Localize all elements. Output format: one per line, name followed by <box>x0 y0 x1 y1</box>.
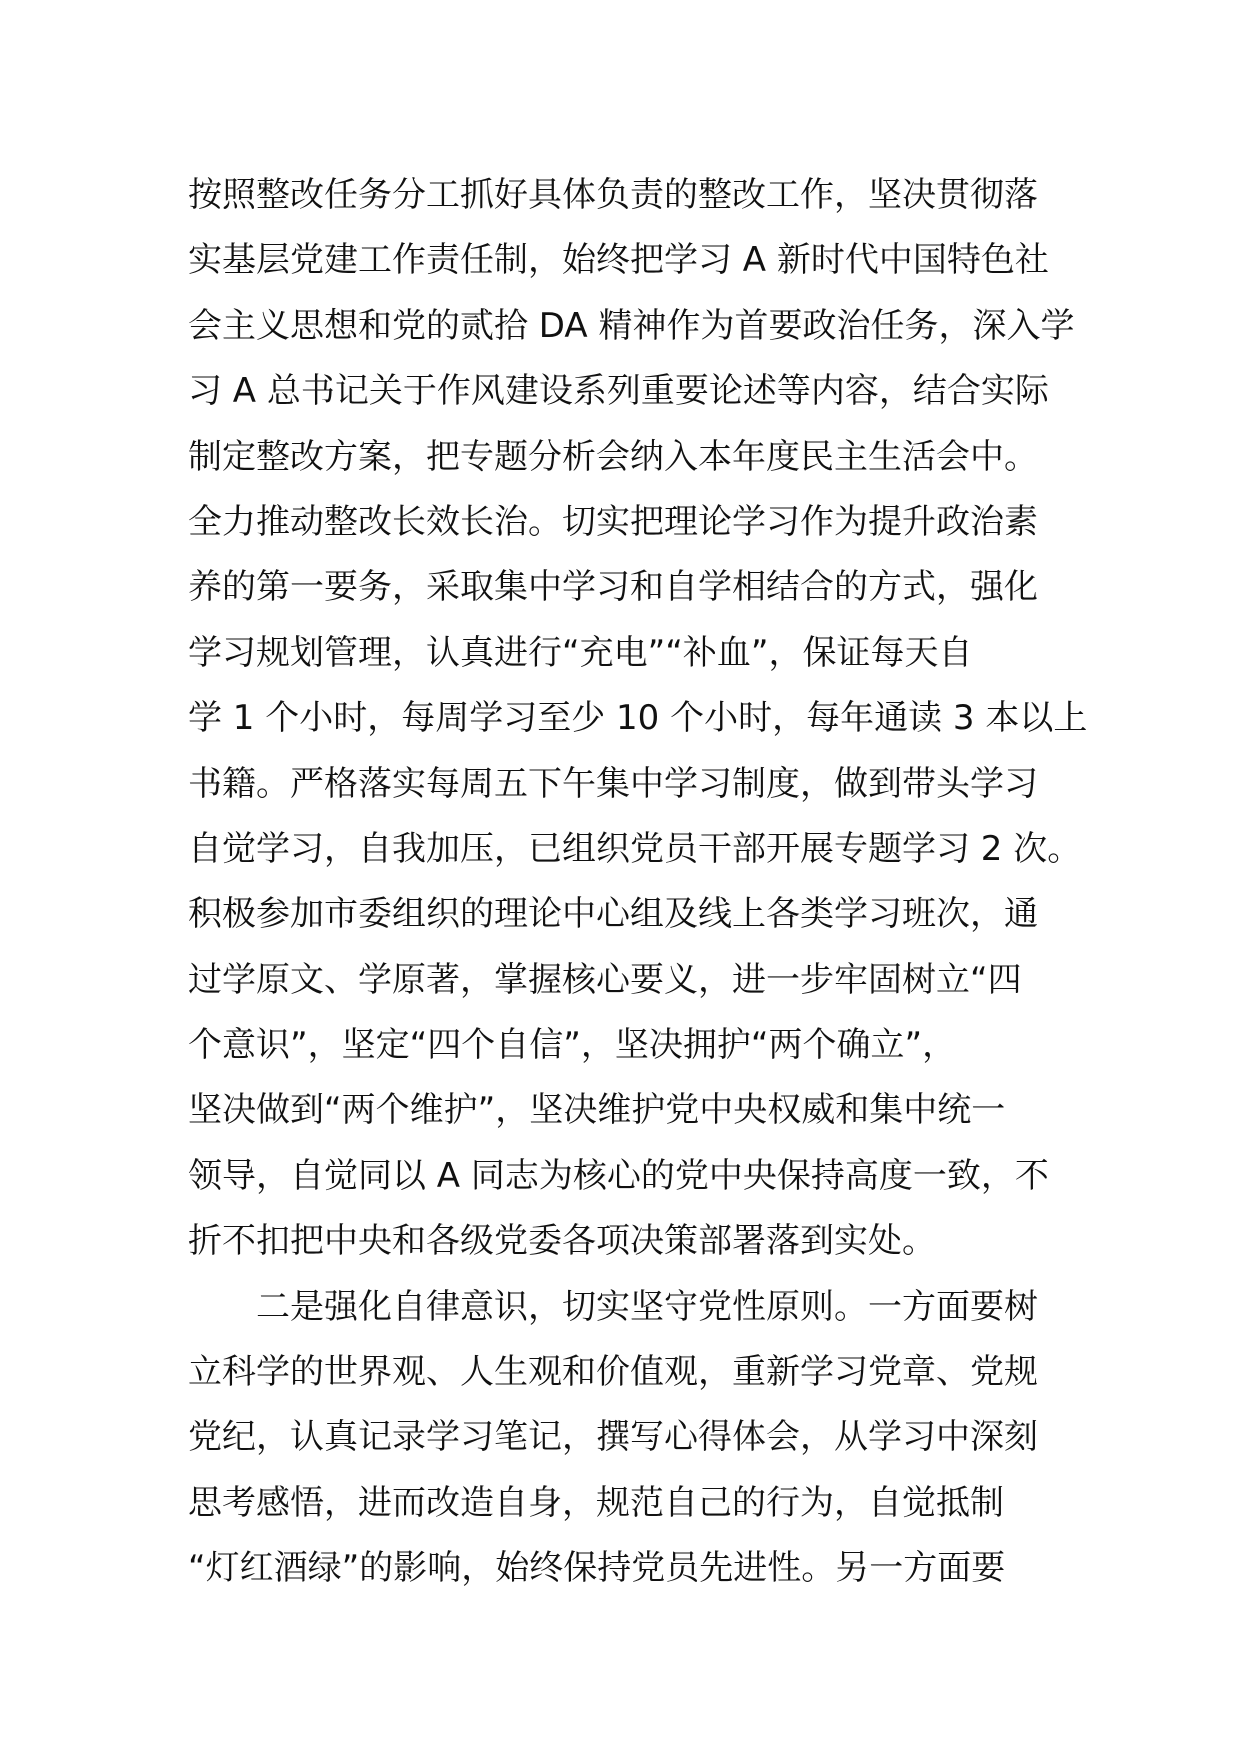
text-line: 会主义思想和党的贰拾 DA 精神作为首要政治任务，深入学 <box>188 305 1075 346</box>
text-line: 二是强化自律意识，切实坚守党性原则。一方面要树 <box>256 1286 1038 1327</box>
text-line: 全力推动整改长效长治。切实把理论学习作为提升政治素 <box>188 501 1038 542</box>
text-line: 党纪，认真记录学习笔记，撰写心得体会，从学习中深刻 <box>188 1417 1038 1458</box>
text-line: 习 A 总书记关于作风建设系列重要论述等内容，结合实际 <box>188 371 1049 412</box>
text-line: 书籍。严格落实每周五下午集中学习制度，做到带头学习 <box>188 763 1038 804</box>
text-line: 思考感悟，进而改造自身，规范自己的行为，自觉抵制 <box>188 1482 1004 1523</box>
text-line: 自觉学习，自我加压，已组织党员干部开展专题学习 2 次。 <box>188 828 1082 869</box>
text-line: 制定整改方案，把专题分析会纳入本年度民主生活会中。 <box>188 436 1038 477</box>
text-line: 折不扣把中央和各级党委各项决策部署落到实处。 <box>188 1221 936 1262</box>
text-line: 坚决做到“两个维护”，坚决维护党中央权威和集中统一 <box>188 1090 1006 1131</box>
text-line: 按照整改任务分工抓好具体负责的整改工作，坚决贯彻落 <box>188 175 1038 215</box>
text-line: 实基层党建工作责任制，始终把学习 A 新时代中国特色社 <box>188 240 1049 281</box>
text-line: 个意识”，坚定“四个自信”，坚决拥护“两个确立”， <box>188 1025 957 1066</box>
text-line: 积极参加市委组织的理论中心组及线上各类学习班次，通 <box>188 894 1038 935</box>
body-text <box>188 163 1088 1602</box>
text-line: 学习规划管理，认真进行“充电”“补血”，保证每天自 <box>188 632 973 673</box>
text-line: 过学原文、学原著，掌握核心要义，进一步牢固树立“四 <box>188 959 1022 1000</box>
text-line: “灯红酒绿”的影响，始终保持党员先进性。另一方面要 <box>188 1548 1006 1589</box>
text-line: 立科学的世界观、人生观和价值观，重新学习党章、党规 <box>188 1352 1038 1393</box>
text-line: 养的第一要务，采取集中学习和自学相结合的方式，强化 <box>188 567 1038 608</box>
text-line: 学 1 个小时，每周学习至少 10 个小时，每年通读 3 本以上 <box>188 698 1088 739</box>
text-line: 领导，自觉同以 A 同志为核心的党中央保持高度一致，不 <box>188 1155 1049 1196</box>
